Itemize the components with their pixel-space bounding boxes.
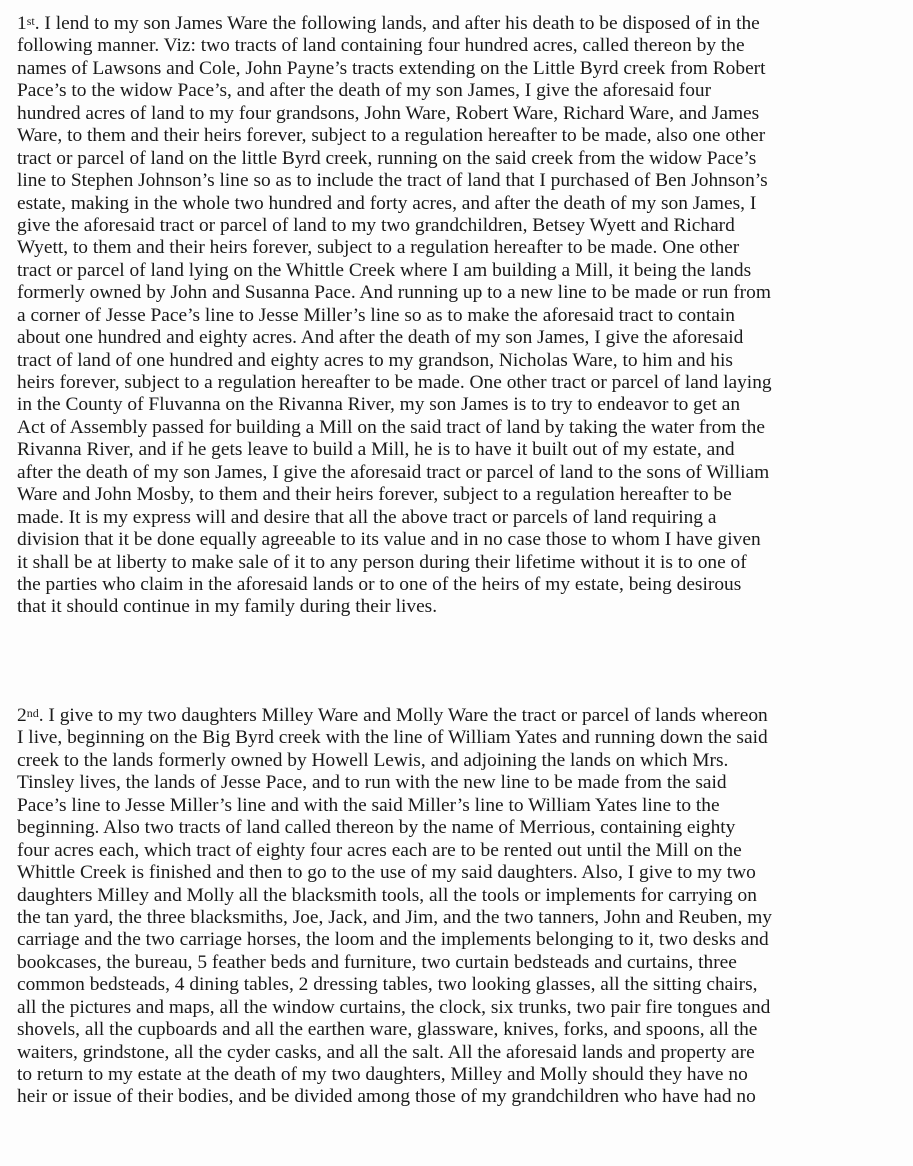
- paragraph-line: waiters, grindstone, all the cyder casks, and all the salt. All the aforesaid lands and property are: [17, 1041, 755, 1063]
- paragraph-line: all the pictures and maps, all the window curtains, the clock, six trunks, two pair fire tongues and: [17, 996, 771, 1018]
- paragraph-line: following manner. Viz: two tracts of land containing four hundred acres, called thereon by the: [17, 35, 745, 57]
- paragraph-line: to return to my estate at the death of my two daughters, Milley and Molly should they have no: [17, 1064, 748, 1085]
- paragraph-line: tract or parcel of land lying on the Whittle Creek where I am building a Mill, it being the lands: [17, 259, 752, 281]
- paragraph-line: Ware, to them and their heirs forever, subject to a regulation hereafter to be made, also one other: [17, 125, 766, 147]
- line-text: . I lend to my son James Ware the following lands, and after his death to be disposed of in the: [34, 13, 760, 34]
- paragraph-line: common bedsteads, 4 dining tables, 2 dressing tables, two looking glasses, all the sitting chairs,: [17, 974, 758, 996]
- paragraph-line: [17, 13, 897, 35]
- paragraph-line: tract of land of one hundred and eighty acres to my grandson, Nicholas Ware, to him and his: [17, 349, 733, 371]
- paragraph-line: Ware and John Mosby, to them and their heirs forever, subject to a regulation hereafter to be: [17, 484, 732, 506]
- ordinal-marker: [17, 13, 35, 34]
- paragraph-line: names of Lawsons and Cole, John Payne’s tracts extending on the Little Byrd creek from Robert: [17, 57, 766, 79]
- paragraph-line: Pace’s line to Jesse Miller’s line and with the said Miller’s line to William Yates line to the: [17, 794, 720, 816]
- paragraph-line: heirs forever, subject to a regulation hereafter to be made. One other tract or parcel of land laying: [17, 372, 772, 393]
- line-text: . I give to my two daughters Milley Ware and Molly Ware the tract or parcel of lands whereon: [38, 705, 768, 726]
- paragraph-line: beginning. Also two tracts of land called thereon by the name of Merrious, containing eighty: [17, 817, 736, 839]
- paragraph-line: heir or issue of their bodies, and be divided among those of my grandchildren who have had no: [17, 1086, 756, 1108]
- paragraph-line: daughters Milley and Molly all the blacksmith tools, all the tools or implements for carrying on: [17, 884, 757, 906]
- paragraph-line: after the death of my son James, I give the aforesaid tract or parcel of land to the sons of William: [17, 461, 770, 483]
- paragraph-line: Rivanna River, and if he gets leave to build a Mill, he is to have it built out of my estate, and: [17, 439, 735, 461]
- paragraph-line: [17, 705, 897, 727]
- paragraph-line: a corner of Jesse Pace’s line to Jesse Miller’s line so as to make the aforesaid tract to contain: [17, 304, 735, 326]
- paragraph-line: about one hundred and eighty acres. And after the death of my son James, I give the aforesaid: [17, 327, 744, 349]
- paragraph-line: the tan yard, the three blacksmiths, Joe, Jack, and Jim, and the two tanners, John and Reuben, my: [17, 906, 772, 928]
- ordinal-suffix: st: [26, 14, 35, 28]
- paragraph-first-bequest: [17, 13, 897, 619]
- paragraph-line: line to Stephen Johnson’s line so as to include the tract of land that I purchased of Ben Johnson’s: [17, 170, 768, 192]
- paragraph-line: that it should continue in my family during their lives.: [17, 596, 438, 618]
- paragraph-line: creek to the lands formerly owned by Howell Lewis, and adjoining the lands on which Mrs.: [17, 749, 729, 771]
- ordinal-suffix: nd: [26, 706, 39, 720]
- paragraph-second-bequest: [17, 705, 897, 1109]
- ordinal-number: 1: [17, 13, 27, 34]
- paragraph-line: made. It is my express will and desire that all the above tract or parcels of land requiring a: [17, 506, 717, 528]
- paragraph-line: Pace’s to the widow Pace’s, and after the death of my son James, I give the aforesaid four: [17, 80, 712, 102]
- paragraph-line: carriage and the two carriage horses, the loom and the implements belonging to it, two desks and: [17, 929, 769, 951]
- paragraph-line: tract or parcel of land on the little Byrd creek, running on the said creek from the widow Pace’s: [17, 147, 757, 169]
- paragraph-line: Whittle Creek is finished and then to go to the use of my said daughters. Also, I give to my two: [17, 862, 756, 884]
- ordinal-number: 2: [17, 705, 27, 726]
- ordinal-marker: [17, 705, 39, 726]
- paragraph-line: shovels, all the cupboards and all the earthen ware, glassware, knives, forks, and spoons, all the: [17, 1019, 758, 1041]
- paragraph-line: formerly owned by John and Susanna Pace. And running up to a new line to be made or run from: [17, 282, 771, 304]
- paragraph-line: four acres each, which tract of eighty four acres each are to be rented out until the Mill on the: [17, 839, 742, 861]
- paragraph-line: hundred acres of land to my four grandsons, John Ware, Robert Ware, Richard Ware, and James: [17, 102, 760, 124]
- paragraph-line: Act of Assembly passed for building a Mill on the said tract of land by taking the water from the: [17, 416, 765, 438]
- paragraph-line: give the aforesaid tract or parcel of land to my two grandchildren, Betsey Wyett and Richard: [17, 214, 735, 236]
- paragraph-line: the parties who claim in the aforesaid lands or to one of the heirs of my estate, being desirous: [17, 573, 742, 595]
- paragraph-line: Wyett, to them and their heirs forever, subject to a regulation hereafter to be made. One other: [17, 237, 740, 259]
- paragraph-line: Tinsley lives, the lands of Jesse Pace, and to run with the new line to be made from the said: [17, 772, 727, 794]
- paragraph-line: it shall be at liberty to make sale of it to any person during their lifetime without it is to one of: [17, 551, 747, 573]
- paragraph-line: in the County of Fluvanna on the Rivanna River, my son James is to try to endeavor to get an: [17, 394, 741, 416]
- paragraph-line: I live, beginning on the Big Byrd creek with the line of William Yates and running down the said: [17, 727, 768, 749]
- paragraph-line: division that it be done equally agreeable to its value and in no case those to whom I have given: [17, 529, 761, 551]
- paragraph-line: bookcases, the bureau, 5 feather beds and furniture, two curtain bedsteads and curtains, three: [17, 951, 737, 973]
- paragraph-line: estate, making in the whole two hundred and forty acres, and after the death of my son James, I: [17, 192, 757, 214]
